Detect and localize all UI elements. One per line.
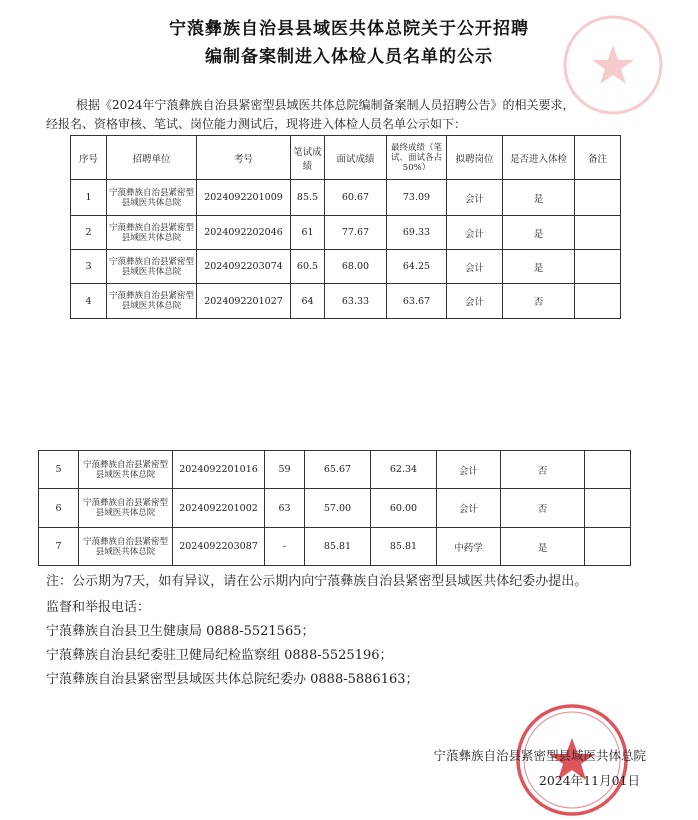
cell-unit: 宁蒗彝族自治县紧密型县域医共体总院 xyxy=(107,180,197,216)
candidate-table-part2 xyxy=(38,450,631,566)
header-final: 最终成绩（笔试、面试各占50%） xyxy=(387,136,447,180)
cell-written: 85.5 xyxy=(291,180,325,216)
cell-unit: 宁蒗彝族自治县紧密型县域医共体总院 xyxy=(107,284,197,319)
cell-final: 85.81 xyxy=(371,528,437,566)
cell-written: - xyxy=(265,528,305,566)
table-row xyxy=(71,284,621,319)
header-written: 笔试成绩 xyxy=(291,136,325,180)
cell-post: 会计 xyxy=(447,250,503,284)
cell-seq: 1 xyxy=(71,180,107,216)
cell-exam-no: 2024092202046 xyxy=(197,216,291,250)
cell-seq: 5 xyxy=(39,451,79,489)
cell-written: 61 xyxy=(291,216,325,250)
cell-exam-no: 2024092203087 xyxy=(173,528,265,566)
table-row xyxy=(71,216,621,250)
table-row xyxy=(39,451,631,489)
cell-interview: 65.67 xyxy=(305,451,371,489)
cell-exam-no: 2024092201002 xyxy=(173,489,265,528)
cell-written: 63 xyxy=(265,489,305,528)
cell-final: 63.67 xyxy=(387,284,447,319)
cell-exam-no: 2024092201027 xyxy=(197,284,291,319)
cell-enter: 是 xyxy=(501,528,585,566)
cell-post: 中药学 xyxy=(437,528,501,566)
signature-date: 2024年11月01日 xyxy=(538,773,640,788)
candidate-table-part1 xyxy=(70,135,621,319)
table-row xyxy=(39,489,631,528)
cell-unit: 宁蒗彝族自治县紧密型县域医共体总院 xyxy=(107,216,197,250)
signature-organization: 宁蒗彝族自治县紧密型县域医共体总院 xyxy=(433,748,646,763)
cell-enter: 是 xyxy=(503,250,575,284)
cell-written: 60.5 xyxy=(291,250,325,284)
cell-post: 会计 xyxy=(447,284,503,319)
cell-enter: 否 xyxy=(501,489,585,528)
header-interview: 面试成绩 xyxy=(325,136,387,180)
header-unit: 招聘单位 xyxy=(107,136,197,180)
cell-seq: 6 xyxy=(39,489,79,528)
notice-period-note: 注：公示期为7天，如有异议，请在公示期内向宁蒗彝族自治县紧密型县域医共体纪委办提出。 xyxy=(46,574,588,589)
cell-final: 60.00 xyxy=(371,489,437,528)
intro-line2: 经报名、资格审核、笔试、岗位能力测试后，现将进入体检人员名单公示如下： xyxy=(46,117,467,131)
cell-seq: 4 xyxy=(71,284,107,319)
cell-post: 会计 xyxy=(447,216,503,250)
header-post: 拟聘岗位 xyxy=(447,136,503,180)
document-title-line1: 宁蒗彝族自治县县域医共体总院关于公开招聘 xyxy=(169,19,529,39)
cell-exam-no: 2024092201009 xyxy=(197,180,291,216)
table-header-row xyxy=(71,136,621,180)
cell-unit: 宁蒗彝族自治县紧密型县域医共体总院 xyxy=(79,489,173,528)
phone-discipline-group: 宁蒗彝族自治县纪委驻卫健局纪检监察组 0888-5525196； xyxy=(46,648,393,663)
cell-seq: 7 xyxy=(39,528,79,566)
cell-remark xyxy=(585,489,631,528)
cell-final: 69.33 xyxy=(387,216,447,250)
cell-final: 62.34 xyxy=(371,451,437,489)
cell-enter: 是 xyxy=(503,216,575,250)
cell-unit: 宁蒗彝族自治县紧密型县域医共体总院 xyxy=(79,528,173,566)
cell-unit: 宁蒗彝族自治县紧密型县域医共体总院 xyxy=(79,451,173,489)
cell-post: 会计 xyxy=(437,489,501,528)
cell-remark xyxy=(575,250,621,284)
cell-interview: 68.00 xyxy=(325,250,387,284)
cell-interview: 77.67 xyxy=(325,216,387,250)
cell-final: 64.25 xyxy=(387,250,447,284)
cell-enter: 否 xyxy=(503,284,575,319)
cell-remark xyxy=(575,216,621,250)
cell-enter: 是 xyxy=(503,180,575,216)
cell-final: 73.09 xyxy=(387,180,447,216)
table-row xyxy=(39,528,631,566)
cell-unit: 宁蒗彝族自治县紧密型县域医共体总院 xyxy=(107,250,197,284)
header-seq: 序号 xyxy=(71,136,107,180)
cell-exam-no: 2024092203074 xyxy=(197,250,291,284)
supervise-label: 监督和举报电话： xyxy=(46,600,151,615)
cell-written: 64 xyxy=(291,284,325,319)
header-remark: 备注 xyxy=(575,136,621,180)
cell-interview: 57.00 xyxy=(305,489,371,528)
intro-line1: 根据《2024年宁蒗彝族自治县紧密型县域医共体总院编制备案制人员招聘公告》的相关要求， xyxy=(76,98,575,112)
cell-post: 会计 xyxy=(447,180,503,216)
cell-post: 会计 xyxy=(437,451,501,489)
cell-seq: 3 xyxy=(71,250,107,284)
cell-remark xyxy=(575,284,621,319)
cell-remark xyxy=(585,528,631,566)
cell-interview: 60.67 xyxy=(325,180,387,216)
cell-written: 59 xyxy=(265,451,305,489)
cell-seq: 2 xyxy=(71,216,107,250)
cell-interview: 85.81 xyxy=(305,528,371,566)
cell-remark xyxy=(575,180,621,216)
cell-remark xyxy=(585,451,631,489)
header-exam-no: 考号 xyxy=(197,136,291,180)
header-enter: 是否进入体检 xyxy=(503,136,575,180)
table-row xyxy=(71,250,621,284)
cell-exam-no: 2024092201016 xyxy=(173,451,265,489)
cell-interview: 63.33 xyxy=(325,284,387,319)
table-row xyxy=(71,180,621,216)
document-title-line2: 编制备案制进入体检人员名单的公示 xyxy=(205,47,493,67)
cell-enter: 否 xyxy=(501,451,585,489)
phone-health-bureau: 宁蒗彝族自治县卫生健康局 0888-5521565； xyxy=(46,624,315,639)
phone-hospital-discipline: 宁蒗彝族自治县紧密型县域医共体总院纪委办 0888-5886163； xyxy=(46,672,419,687)
